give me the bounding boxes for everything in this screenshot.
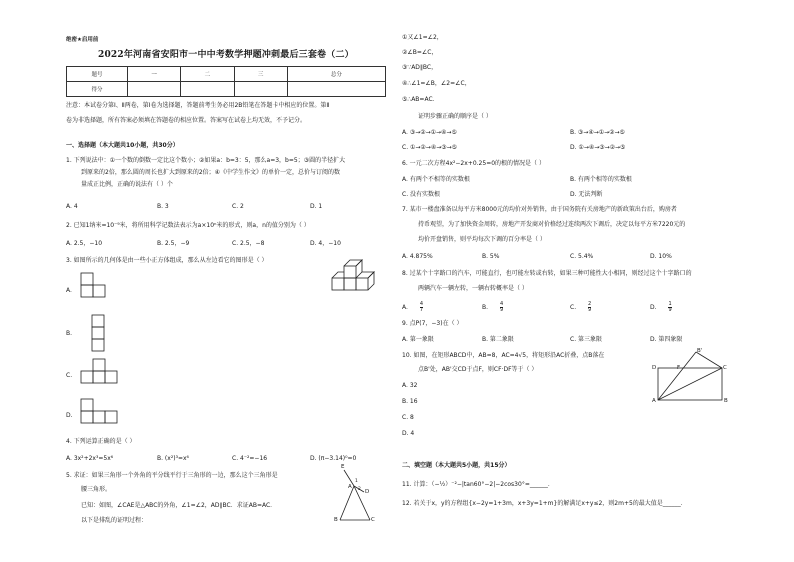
fraction — [500, 302, 503, 313]
score-cell: 二 — [181, 67, 234, 82]
section-heading: 二、填空题（本大题共5小题，共15分） — [402, 462, 511, 469]
fig-label: B — [334, 517, 338, 523]
exam-title: 2022年河南省安阳市一中中考数学押题冲刺最后三套卷（二） — [98, 50, 354, 60]
option-a[interactable]: A. — [66, 287, 72, 294]
question-text: 两辆汽车一辆左转，一辆右转概率是（ ） — [418, 285, 528, 292]
question-text: 11. 计算：（−½）⁻²−|tan60°−2|−2cos30°=______． — [402, 481, 554, 488]
rectangle-fold-figure — [650, 346, 732, 406]
score-table — [66, 66, 386, 97]
option-c[interactable]: C. 8 — [402, 414, 414, 421]
fig-label: D — [365, 489, 370, 495]
proof-step: ③∵AD∥BC， — [402, 64, 438, 71]
option-c[interactable]: C. 第三象限 — [570, 336, 603, 343]
question-text: 1. 下列说法中：①一个数的倒数一定比这个数小；②如果a：b=3：5，那么a=3，b=5；③圆的半径扩大 — [66, 157, 346, 164]
fig-label: C — [723, 365, 727, 371]
option-c[interactable]: C. 2 — [232, 203, 244, 210]
fraction — [420, 302, 423, 313]
fraction-numerator: 4 — [419, 301, 424, 307]
question-text: 5. 求证：如果三角形一个外角的平分线平行于三角形的一边，那么这个三角形是 — [66, 472, 278, 479]
fig-label: B — [724, 398, 728, 404]
option-d[interactable]: D. 4 — [402, 430, 415, 437]
fig-label: C — [371, 517, 375, 523]
option-b[interactable]: B. 2.5，−9 — [157, 240, 190, 247]
fraction-numerator: 2 — [588, 301, 592, 307]
option-b[interactable]: B. 第二象限 — [482, 336, 514, 343]
view-c-figure — [80, 358, 128, 388]
option-b[interactable] — [482, 302, 503, 313]
question-text: 量成正比例，正确的说法有（ ）个 — [81, 181, 173, 188]
option-c[interactable] — [570, 302, 591, 313]
proof-step: ②∠B=∠C， — [402, 49, 438, 56]
option-d[interactable]: D. 无法判断 — [570, 191, 603, 198]
option-d[interactable] — [650, 302, 672, 313]
proof-step: ①又∠1=∠2， — [402, 34, 443, 41]
fig-label: E — [341, 464, 345, 470]
option-c[interactable]: C. 没有实数根 — [402, 191, 441, 198]
view-b-figure — [91, 314, 111, 354]
fraction-denominator: 9 — [499, 307, 504, 313]
question-text: 2. 已知1纳米=10⁻⁹米，将所用科学记数法表示为a×10ⁿ米的形式，则a，n的值分别为（ ） — [66, 222, 310, 229]
fig-label: 1 — [355, 479, 358, 484]
view-d-figure — [80, 398, 128, 428]
option-c[interactable]: C. 5.4% — [570, 253, 594, 260]
section-heading: 一、选择题（本大题共10小题，共30分） — [66, 142, 179, 149]
option-letter: D. — [650, 304, 657, 311]
option-c[interactable]: C. ①→②→④→③→⑤ — [402, 144, 458, 151]
option-b[interactable]: B. — [66, 330, 73, 337]
question-text: 7. 某市一楼盘准备以每平方米8000元的均价对外销售，由于国务院有关房地产的新政策出台后，购房者 — [402, 206, 677, 213]
score-cell: 一 — [128, 67, 181, 82]
fig-label: 2 — [358, 487, 361, 492]
option-c[interactable]: C. 2.5，−8 — [232, 240, 265, 247]
score-cell — [287, 82, 385, 97]
question-text: 4. 下列运算正确的是（ ） — [66, 438, 136, 445]
option-b[interactable]: B. 16 — [402, 398, 418, 405]
score-table-header-row — [67, 67, 386, 82]
question-text: 腰三角形。 — [81, 486, 112, 493]
secret-mark: 绝密★启用前 — [66, 37, 99, 43]
option-b[interactable]: B. ③→④→①→②→⑤ — [570, 129, 625, 136]
question-text: 以下是排乱的证明过程： — [81, 517, 148, 524]
score-cell: 题号 — [67, 67, 128, 82]
fraction-denominator: 9 — [588, 307, 592, 313]
question-text: 持币观望，为了加快资金周转，房地产开发商对价格经过连续两次下调后，决定以每平方米7220元的 — [418, 221, 686, 228]
score-cell: 总分 — [287, 67, 385, 82]
fraction — [588, 302, 591, 313]
question-text: 点B'处，AB'交CD于点F，则CF·DF等于（ ） — [418, 366, 538, 373]
option-a[interactable]: A. 4.875% — [402, 253, 433, 260]
solid-figure — [330, 250, 386, 296]
option-a[interactable]: A. 32 — [402, 382, 418, 389]
view-a-figure — [80, 272, 116, 302]
question-text: 到原来的2倍，那么圆的周长也扩大到原来的2倍；④《中学生作文》的单价一定，总价与订阅的数 — [81, 169, 341, 176]
option-a[interactable]: A. 3x²+2x³=5x⁶ — [66, 455, 114, 462]
option-b[interactable]: B. 有两个相等的实数根 — [570, 176, 632, 183]
fraction — [668, 302, 671, 313]
option-d[interactable]: D. ①→④→③→②→⑤ — [570, 144, 626, 151]
fig-label: A — [652, 398, 656, 404]
option-d[interactable]: D. 1 — [310, 203, 323, 210]
fraction-numerator: 4 — [499, 301, 504, 307]
option-letter: A. — [402, 304, 408, 311]
score-cell: 得分 — [67, 82, 128, 97]
question-text: 12. 若关于x，y的方程组{x−2y=1+3m，x+3y=1+m}的解满足x+y≤2，则2m+5的最大值是______． — [402, 500, 687, 507]
option-a[interactable]: A. 4 — [66, 203, 78, 210]
fig-label: A — [348, 484, 352, 490]
score-table-score-row — [67, 82, 386, 97]
proof-step: ④∴∠1=∠B，∠2=∠C， — [402, 80, 471, 87]
option-c[interactable]: C. 4⁻²=−16 — [232, 455, 268, 462]
score-cell — [128, 82, 181, 97]
notes-line: 注意：本试卷分第Ⅰ、Ⅱ两卷，第Ⅰ卷为选择题，答题前考生务必用2B铅笔在答题卡中相应的位置。第Ⅱ — [66, 102, 330, 109]
option-c[interactable]: C. — [66, 372, 73, 379]
score-cell — [234, 82, 287, 97]
option-a[interactable]: A. 2.5，−10 — [66, 240, 103, 247]
option-d[interactable]: D. 第四象限 — [650, 336, 683, 343]
question-text: 9. 点P(7，−3)在（ ） — [402, 320, 463, 327]
fig-label: D — [652, 365, 657, 371]
option-a[interactable]: A. ③→②→①→④→⑤ — [402, 129, 457, 136]
option-a[interactable]: A. 第一象限 — [402, 336, 434, 343]
score-cell — [181, 82, 234, 97]
fig-label: F — [677, 365, 681, 371]
score-cell: 三 — [234, 67, 287, 82]
option-a[interactable] — [402, 302, 423, 313]
option-d[interactable]: D. 10% — [650, 253, 672, 260]
question-text: 10. 如图，在矩形ABCD中，AB=8，AC=4√5，将矩形沿AC折叠，点B落在 — [402, 352, 605, 359]
fraction-denominator: 7 — [419, 307, 424, 313]
option-letter: B. — [482, 304, 489, 311]
question-text: 证明步骤正确的顺序是（ ） — [418, 113, 492, 120]
fraction-denominator: 9 — [668, 307, 672, 313]
option-letter: C. — [570, 304, 577, 311]
question-text: 3. 如图所示的几何体是由一些小正方体组成，那么从左边看它的图形是（ ） — [66, 257, 268, 264]
question-text: 已知：如图，∠CAE是△ABC的外角，∠1=∠2，AD∥BC．求证AB=AC． — [81, 502, 277, 509]
notes-line: 卷为非选择题，所有答案必须填在答题卷的相应位置。答案写在试卷上均无效，不予记分。 — [66, 117, 307, 124]
question-text: 均价开盘销售，则平均每次下调的百分率是（ ） — [418, 236, 546, 243]
option-d[interactable]: D. — [66, 412, 73, 419]
option-d[interactable]: D. 4，−10 — [310, 240, 341, 247]
option-d[interactable]: D. (π−3.14)⁰=0 — [310, 455, 357, 462]
question-text: 6. 一元二次方程4x²−2x+0.25=0的根的情况是（ ） — [402, 160, 545, 167]
fig-label: B' — [697, 348, 703, 354]
fraction-numerator: 1 — [668, 301, 672, 307]
option-b[interactable]: B. 3 — [157, 203, 169, 210]
option-b[interactable]: B. 5% — [482, 253, 500, 260]
proof-step: ⑤∴AB=AC． — [402, 96, 439, 103]
option-b[interactable]: B. (x²)³=x⁶ — [157, 455, 189, 462]
question-text: 8. 过某个十字路口的汽车，可能直行，也可能左转或右转，如果三种可能性大小相同，则经过这个十字路口的 — [402, 270, 692, 277]
option-a[interactable]: A. 有两个不相等的实数根 — [402, 176, 470, 183]
